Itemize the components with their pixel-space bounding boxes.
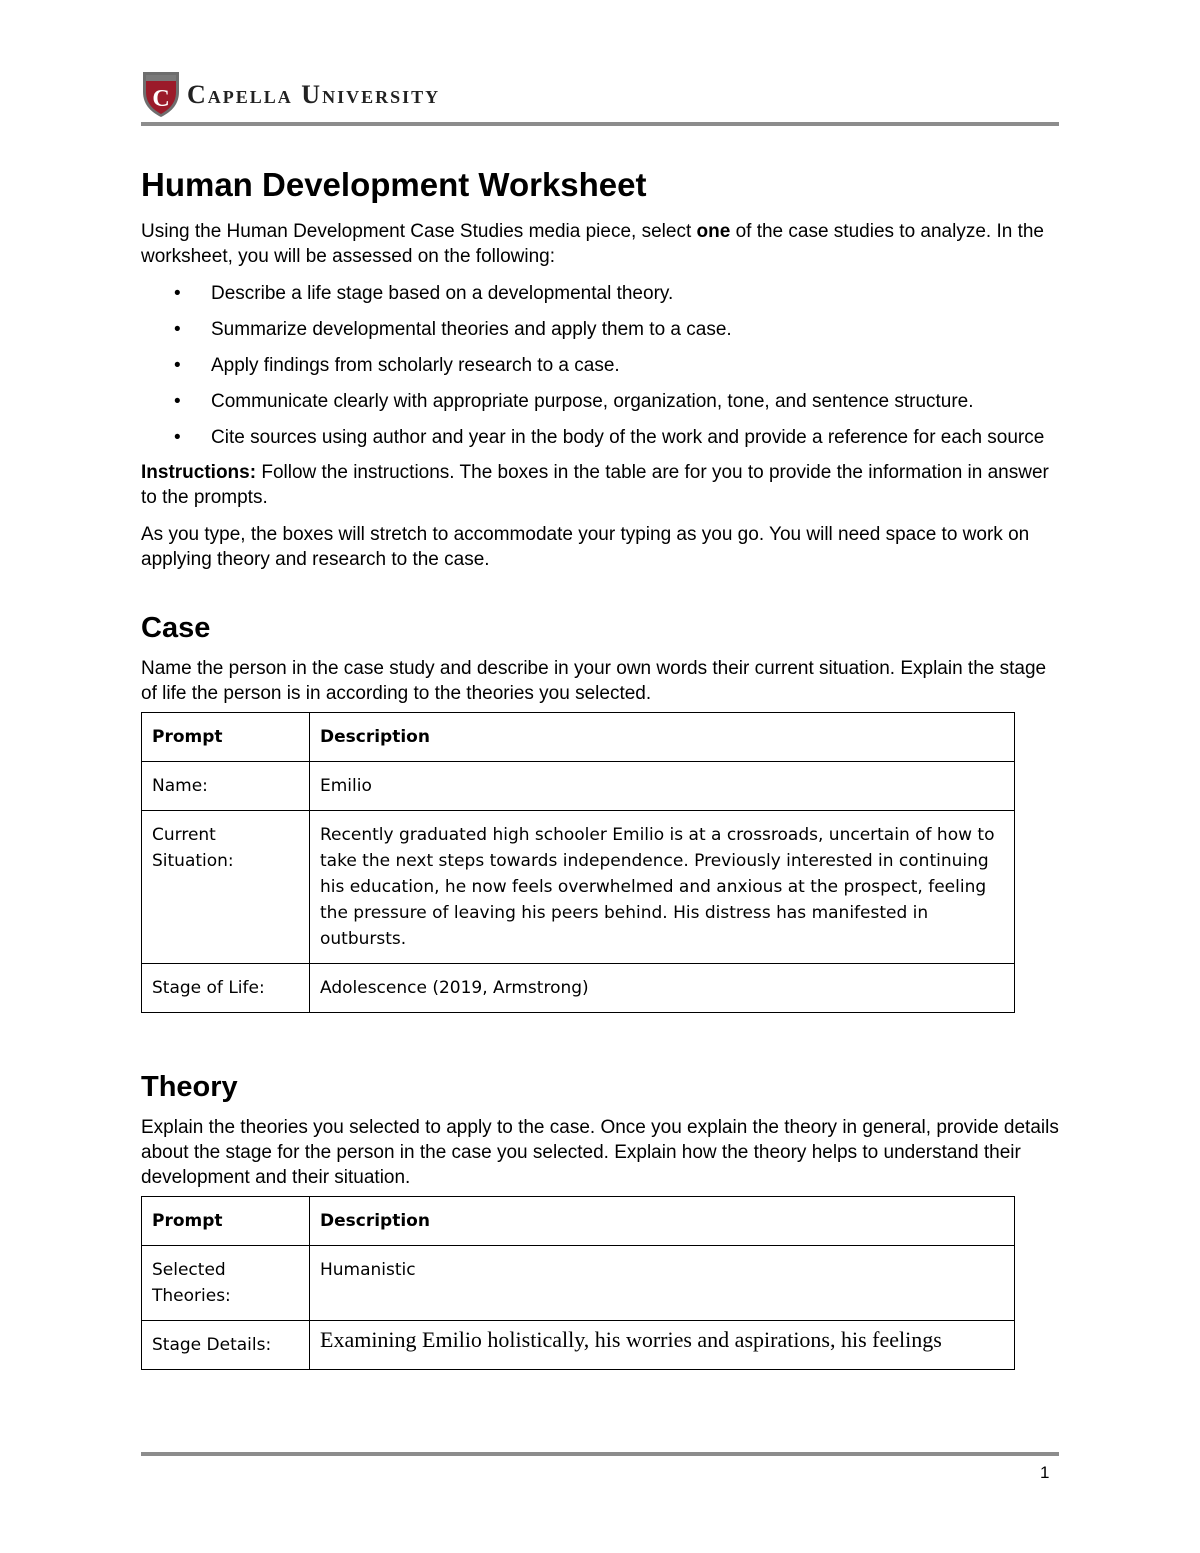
intro-paragraph [141,219,1059,269]
list-item [174,425,1059,450]
instructions-label: Instructions: [141,462,257,483]
description-cell[interactable]: Humanistic [310,1246,1015,1321]
case-heading: Case [141,612,211,644]
page-title: Human Development Worksheet [141,166,647,203]
intro-text-end: of the case studies to analyze. In the worksheet, you will be assessed on the following: [141,221,1044,267]
list-item-text: Summarize developmental theories and apply them to a case. [211,319,732,340]
description-column-header: Description [310,713,1015,762]
prompt-cell: Selected Theories: [142,1246,310,1321]
list-item [174,389,1059,414]
description-cell[interactable]: Emilio [310,762,1015,811]
prompt-cell: Name: [142,762,310,811]
header-rule [141,122,1059,126]
list-item-text: Cite sources using author and year in the body of the work and provide a reference for each source [211,427,1045,448]
bullet-icon: • [174,283,181,304]
table-header-row [142,1197,1015,1246]
description-column-header: Description [310,1197,1015,1246]
bullet-icon: • [174,319,181,340]
case-description: Name the person in the case study and describe in your own words their current situation. Explain the stage of life the person is in according to the theories you selected. [141,658,1047,704]
assessment-list [141,281,1059,450]
intro-bold-word: one [696,221,731,242]
bullet-icon: • [174,427,181,448]
table-row [142,964,1015,1013]
case-table [141,712,1015,1013]
page-header [141,70,1059,126]
prompt-column-header: Prompt [142,1197,310,1246]
list-item-text: Apply findings from scholarly research to a case. [211,355,620,376]
theory-heading: Theory [141,1071,238,1103]
typing-note: As you type, the boxes will stretch to accommodate your typing as you go. You will need space to work on applying theory and research to the case. [141,524,1030,570]
table-row [142,1246,1015,1321]
description-cell[interactable]: Adolescence (2019, Armstrong) [310,964,1015,1013]
intro-text-start: Using the Human Development Case Studies media piece, select [141,221,697,242]
page-number: 1 [1040,1463,1050,1482]
table-header-row [142,713,1015,762]
list-item [174,281,1059,306]
theory-table [141,1196,1015,1370]
table-row [142,1321,1015,1370]
description-cell[interactable]: Examining Emilio holistically, his worries and aspirations, his feelings [310,1321,1015,1370]
capella-shield-logo [141,70,181,118]
logo-wordmark: Capella University [187,80,441,109]
main-content [141,165,1059,1370]
bullet-icon: • [174,391,181,412]
table-row [142,762,1015,811]
description-cell[interactable]: Recently graduated high schooler Emilio is at a crossroads, uncertain of how to take the next steps towards independence. Previously interested in continuing his education, he now feels overwhelmed and anxious at the prospect, feeling the pressure of leaving his peers behind. His distress has manifested in outbursts. [310,811,1015,964]
list-item [174,353,1059,378]
spacer [141,1013,1059,1069]
theory-description: Explain the theories you selected to apply to the case. Once you explain the theory in general, provide details about the stage for the person in the case you selected. Explain how the theory helps to understand their development and their situation. [141,1117,1059,1188]
list-item [174,317,1059,342]
prompt-cell: Current Situation: [142,811,310,964]
prompt-column-header: Prompt [142,713,310,762]
instructions-paragraph [141,460,1059,510]
prompt-cell: Stage Details: [142,1321,310,1370]
footer-rule [141,1452,1059,1456]
list-item-text: Describe a life stage based on a developmental theory. [211,283,674,304]
instructions-text: Follow the instructions. The boxes in the table are for you to provide the information in answer to the prompts. [141,462,1049,508]
list-item-text: Communicate clearly with appropriate purpose, organization, tone, and sentence structure. [211,391,974,412]
prompt-cell: Stage of Life: [142,964,310,1013]
bullet-icon: • [174,355,181,376]
table-row [142,811,1015,964]
svg-text:C: C [152,86,170,112]
